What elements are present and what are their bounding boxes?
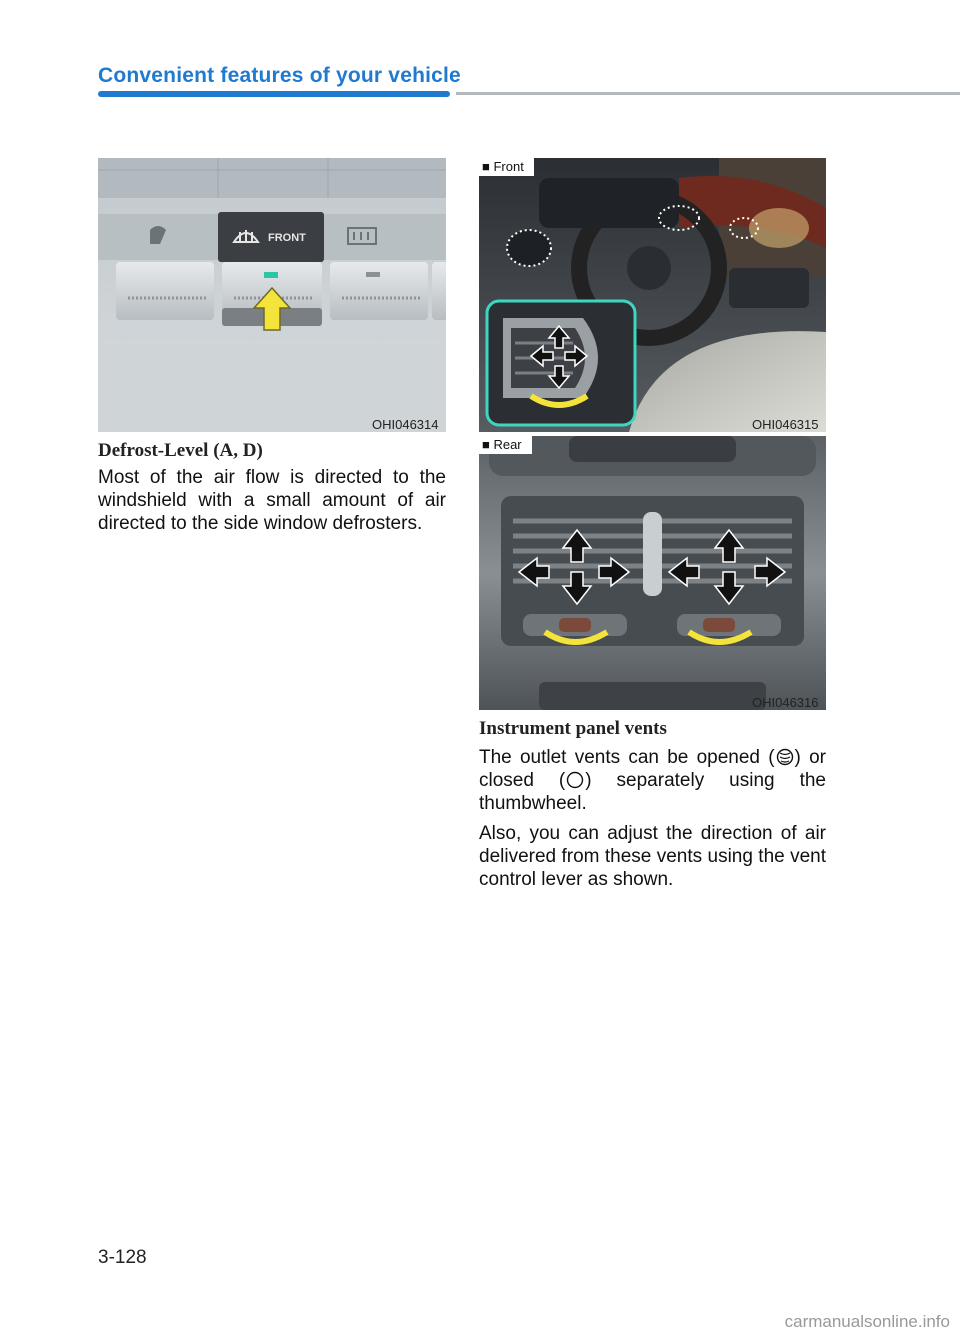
vents-text: The outlet vents can be opened ( <box>479 747 775 768</box>
figure-code: OHI046314 <box>372 417 439 432</box>
figure-defrost-panel <box>98 158 446 432</box>
watermark: carmanualsonline.info <box>784 1312 950 1331</box>
front-button-label: FRONT <box>268 232 306 244</box>
defrost-panel-illustration <box>98 158 446 432</box>
vents-text: ) separately using the thumbwheel. <box>479 770 826 814</box>
figure-tag: ■ Front <box>479 158 534 176</box>
vent-closed-icon <box>566 771 584 789</box>
rear-vents-illustration <box>479 436 826 710</box>
vents-paragraph-1 <box>479 746 826 815</box>
header-rule-accent <box>98 91 450 97</box>
vents-text: ) or closed ( <box>479 747 827 791</box>
vents-heading: Instrument panel vents <box>479 718 667 739</box>
header-rule <box>456 92 960 95</box>
figure-rear-vents <box>479 436 826 710</box>
figure-code: OHI046315 <box>752 417 819 432</box>
section-title: Convenient features of your vehicle <box>98 64 461 87</box>
figure-code: OHI046316 <box>752 695 819 710</box>
defrost-body: Most of the air flow is directed to the windshield with a small amount of air directed to the side window defrosters. <box>98 467 446 534</box>
vent-open-icon <box>776 748 794 766</box>
indicator-light <box>264 272 278 278</box>
figure-front-vents <box>479 158 826 432</box>
figure-tag: ■ Rear <box>479 436 532 454</box>
front-vents-illustration <box>479 158 826 432</box>
page-number: 3-128 <box>98 1247 147 1268</box>
vents-paragraph-2: Also, you can adjust the direction of air delivered from these vents using the vent control lever as shown. <box>479 823 826 890</box>
defrost-heading: Defrost-Level (A, D) <box>98 440 263 461</box>
